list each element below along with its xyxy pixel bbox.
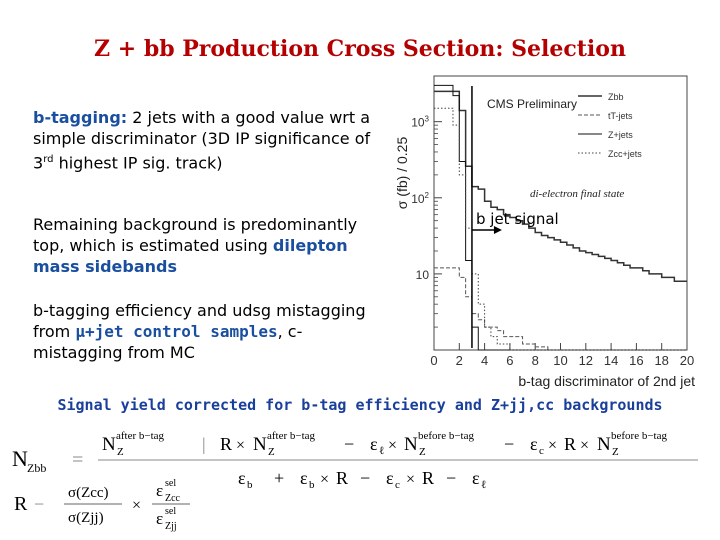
efficiency-paragraph: [33, 300, 385, 363]
y-tick-base: 10: [411, 191, 425, 206]
num-after-label: after b−tag: [116, 430, 165, 442]
x-tick-label: 2: [455, 353, 463, 368]
ratio-times: ×: [132, 497, 142, 514]
den-eps-c-sub: c: [395, 479, 400, 491]
y-tick-exp: 2: [424, 190, 429, 200]
den-eps-c: ε: [386, 468, 394, 488]
btag-text: 2 jets with a good value wrt a simple discriminator (3D IP significance of 3: [33, 108, 371, 173]
x-tick-label: 20: [679, 353, 695, 368]
slide-title: Z + bb Production Cross Section: Selection: [94, 36, 626, 62]
x-tick-label: 16: [629, 353, 644, 368]
num-r-2: R: [564, 434, 577, 454]
btag-sup: rd: [43, 154, 54, 165]
den-eps-l: ε: [472, 468, 480, 488]
den-r-2: R: [422, 468, 435, 488]
den-eps-b-2-sub: b: [309, 479, 315, 491]
den-eps-b: ε: [238, 468, 246, 488]
btag-tail: highest IP sig. track): [53, 153, 223, 173]
den-eps-b-2: ε: [300, 468, 308, 488]
b-jet-signal-annotation: b jet signal: [476, 210, 559, 228]
btag-paragraph: [33, 107, 385, 173]
num-times-2: ×: [388, 437, 398, 454]
efficiency-highlight: μ+jet control samples: [75, 322, 278, 341]
x-tick-label: 0: [430, 353, 438, 368]
legend-entry: Zcc+jets: [608, 149, 642, 159]
lhs-r-minus: −: [34, 494, 45, 514]
den-minus-2: −: [446, 468, 457, 488]
background-text: Remaining background is predominantly top, which is estimated using: [33, 215, 358, 255]
formula-block: [10, 424, 710, 536]
eps-zjj-sup: sel: [165, 506, 177, 517]
efficiency-text-b: , c-mistagging from MC: [33, 322, 303, 362]
x-axis-label: b-tag discriminator of 2nd jet: [518, 373, 695, 389]
num-times-3: ×: [548, 437, 558, 454]
den-times: ×: [320, 471, 330, 488]
equals-sign: =: [72, 449, 84, 471]
legend-entry: tT-jets: [608, 111, 633, 121]
sigma-zcc: σ(Zcc): [68, 485, 109, 501]
x-tick-label: 18: [654, 353, 669, 368]
sigma-zjj: σ(Zjj): [68, 510, 104, 526]
eps-zcc-sup: sel: [165, 478, 177, 489]
den-times-2: ×: [406, 471, 416, 488]
lhs-r: R: [14, 493, 28, 515]
x-tick-label: 14: [603, 353, 619, 368]
legend-entry: Zbb: [608, 92, 624, 102]
efficiency-text-a: b-tagging efficiency and udsg mistagging from: [33, 301, 366, 341]
y-tick-label: [411, 115, 429, 130]
btag-lead: b-tagging:: [33, 108, 128, 127]
plot-svg: [390, 72, 700, 394]
num-n-after: N: [102, 434, 116, 455]
y-tick-base: 10: [411, 115, 425, 130]
num-eps-c: ε: [530, 434, 538, 454]
num-before-label: before b−tag: [418, 430, 474, 442]
num-z-sub-2: Z: [268, 446, 275, 458]
background-highlight: dilepton mass sidebands: [33, 236, 348, 276]
num-n-after-2: N: [253, 434, 267, 455]
num-after-label-2: after b−tag: [267, 430, 316, 442]
y-tick-label: [411, 191, 429, 206]
background-paragraph: [33, 214, 385, 277]
num-times-4: ×: [580, 437, 590, 454]
den-eps-l-sub: ℓ: [481, 479, 487, 491]
formula-svg: [10, 424, 710, 536]
den-minus-1: −: [360, 468, 371, 488]
num-z-sub: Z: [117, 446, 124, 458]
x-tick-label: 8: [531, 353, 539, 368]
legend-entry: Z+jets: [608, 130, 633, 140]
num-eps-l-sub: ℓ: [379, 445, 385, 457]
num-minus-2: −: [504, 434, 515, 454]
num-before-label-2: before b−tag: [611, 430, 667, 442]
cms-header: CMS Preliminary: [487, 97, 578, 111]
summary-line: Signal yield corrected for b-tag efficiency and Z+jj,cc backgrounds: [57, 396, 663, 414]
x-tick-label: 12: [578, 353, 594, 368]
num-n-before: N: [404, 434, 418, 455]
y-tick-base: 10: [415, 267, 429, 282]
num-z-sub-4: Z: [612, 446, 619, 458]
y-axis-label: σ (fb) / 0.25: [394, 136, 410, 210]
lhs-n-subscript: Zbb: [27, 461, 47, 475]
den-r: R: [336, 468, 349, 488]
num-z-sub-3: Z: [419, 446, 426, 458]
eps-zcc: ε: [156, 481, 164, 500]
eps-zjj-sub: Zjj: [165, 521, 177, 532]
num-n-before-2: N: [597, 434, 611, 455]
num-minus-1: −: [344, 434, 355, 454]
y-tick-label: [416, 268, 430, 282]
num-eps-l: ε: [370, 434, 378, 454]
x-tick-label: 6: [506, 353, 514, 368]
btag-discriminator-plot: [390, 72, 700, 394]
num-r: R: [220, 434, 233, 454]
x-tick-label: 4: [480, 353, 489, 368]
channel-label: di-electron final state: [530, 188, 625, 200]
num-eps-c-sub: c: [539, 445, 544, 457]
lhs-n: N: [12, 446, 28, 471]
num-divider: |: [202, 434, 206, 454]
den-eps-b-sub: b: [247, 479, 253, 491]
x-tick-label: 10: [553, 353, 568, 368]
den-plus: +: [274, 468, 285, 488]
eps-zjj: ε: [156, 509, 164, 528]
num-times: ×: [236, 437, 246, 454]
y-tick-exp: 3: [424, 114, 429, 124]
eps-zcc-sub: Zcc: [165, 493, 180, 504]
